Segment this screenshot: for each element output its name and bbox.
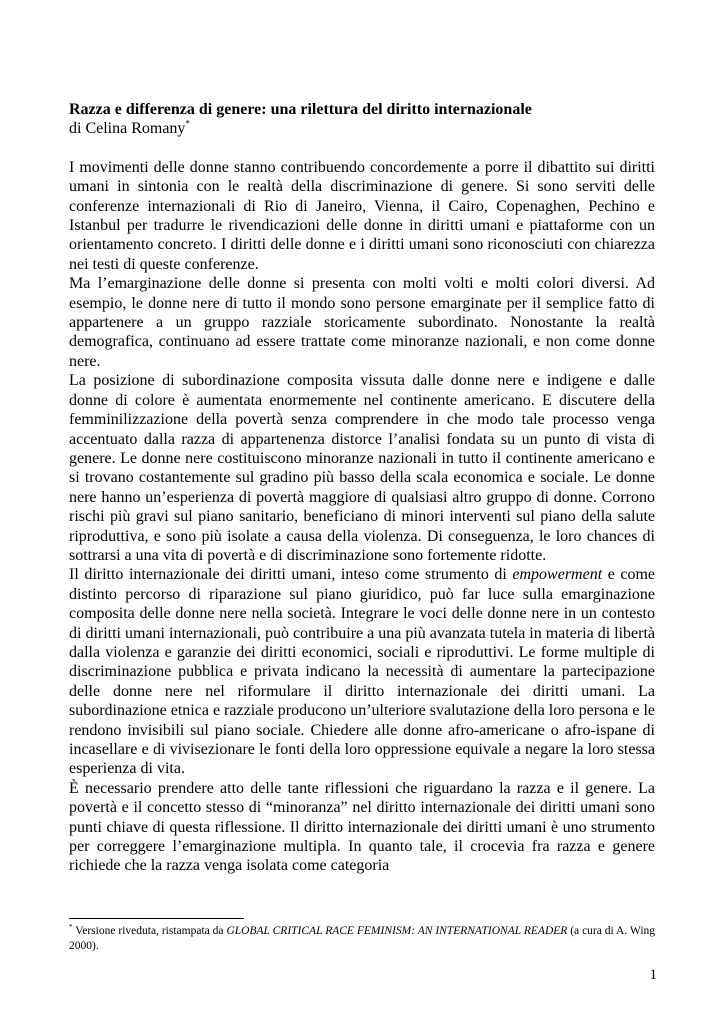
document-title: Razza e differenza di genere: una rilettura del diritto internazionale: [69, 101, 532, 118]
footnote-separator: [69, 918, 244, 919]
page-number: 1: [649, 967, 657, 983]
footnote-text-start: Versione riveduta, ristampata da: [72, 925, 227, 937]
paragraph-1: I movimenti delle donne stanno contribuendo concordemente a porre il dibattito sui diritti umani in sintonia con le realtà della discriminazione di genere. Si sono serviti delle conferenze internazionali di Rio di Janeiro, Vienna, il Cairo, Copenaghen, Pechino e Istanbul per tradurre le rivendicazioni delle donne in diritti umani e piattaforme con un orientamento concreto. I diritti delle donne e i diritti umani sono riconosciuti con chiarezza nei testi di queste conferenze.: [69, 158, 655, 273]
paragraph-4-text-end: e come distinto percorso di riparazione sul piano giuridico, può far luce sulla emarginazione composita delle donne nere nella società. Integrare le voci delle donne nere in un contesto di diritti umani internazionali, può contribuire a una più avanzata tutela in materia di libertà dalla violenza e garanzie dei diritti economici, sociali e riproduttivi. Le forme multiple di discriminazione pubblica e privata indicano la necessità di aumentare la partecipazione delle donne nere nel riformulare il diritto internazionale dei diritti umani. La subordinazione etnica e razziale producono un’ulteriore svalutazione della loro persona e le rendono invisibili sul piano sociale. Chiedere alle donne afro-americane o afro-ispane di incasellare e di vivisezionare le fonti della loro oppressione equivale a negare la loro stessa esperienza di vita.: [69, 566, 656, 778]
footnote-book-title: GLOBAL CRITICAL RACE FEMINISM: AN INTERNATIONAL READER: [226, 925, 568, 937]
footnote-mark: *: [69, 923, 73, 932]
emphasized-term: empowerment: [512, 566, 603, 584]
footnote-reference[interactable]: *: [185, 119, 190, 130]
paragraph-5: È necessario prendere atto delle tante riflessioni che riguardano la razza e il genere. La povertà e il concetto stesso di “minoranza” nel diritto internazionale dei diritti umani sono punti chiave di questa riflessione. Il diritto internazionale dei diritti umani è uno strumento per correggere l’emarginazione multipla. In quanto tale, il crocevia fra razza e genere richiede che la razza venga isolata come categoria: [69, 779, 655, 875]
document-body: [69, 100, 655, 876]
author-line: [69, 119, 655, 138]
paragraph-2: Ma l’emarginazione delle donne si presenta con molti volti e molti colori diversi. Ad esempio, le donne nere di tutto il mondo sono persone emarginate per il semplice fatto di appartenere a un gruppo razziale storicamente subordinato. Nonostante la realtà demografica, continuano ad essere trattate come minoranze nazionali, e non come donne nere.: [69, 275, 655, 370]
author-name: di Celina Romany: [69, 120, 186, 138]
paragraph-3: La posizione di subordinazione composita vissuta dalle donne nere e indigene e dalle donne di colore è aumentata enormemente nel continente americano. E discutere della femminilizzazione della povertà senza comprendere in che modo tale processo venga accentuato dalla razza di appartenenza distorce l’analisi fondata su un punto di vista di genere. Le donne nere costituiscono minoranze nazionali in tutto il continente americano e si trovano costantemente sul gradino più basso della scala economica e sociale. Le donne nere hanno un’esperienza di povertà maggiore di qualsiasi altro gruppo di donne. Corrono rischi più gravi sul piano sanitario, beneficiano di minori interventi sul piano della salute riproduttiva, e sono più isolate a causa della violenza. Di conseguenza, le loro chances di sottrarsi a una vita di povertà e di discriminazione sono fortemente ridotte.: [69, 372, 655, 564]
paragraph-4-text-start: Il diritto internazionale dei diritti umani, inteso come strumento di: [69, 566, 513, 584]
paragraph-4: [69, 565, 655, 778]
footnote-text-end: (a cura di A. Wing 2000).: [69, 925, 656, 952]
footnote: [69, 924, 655, 954]
